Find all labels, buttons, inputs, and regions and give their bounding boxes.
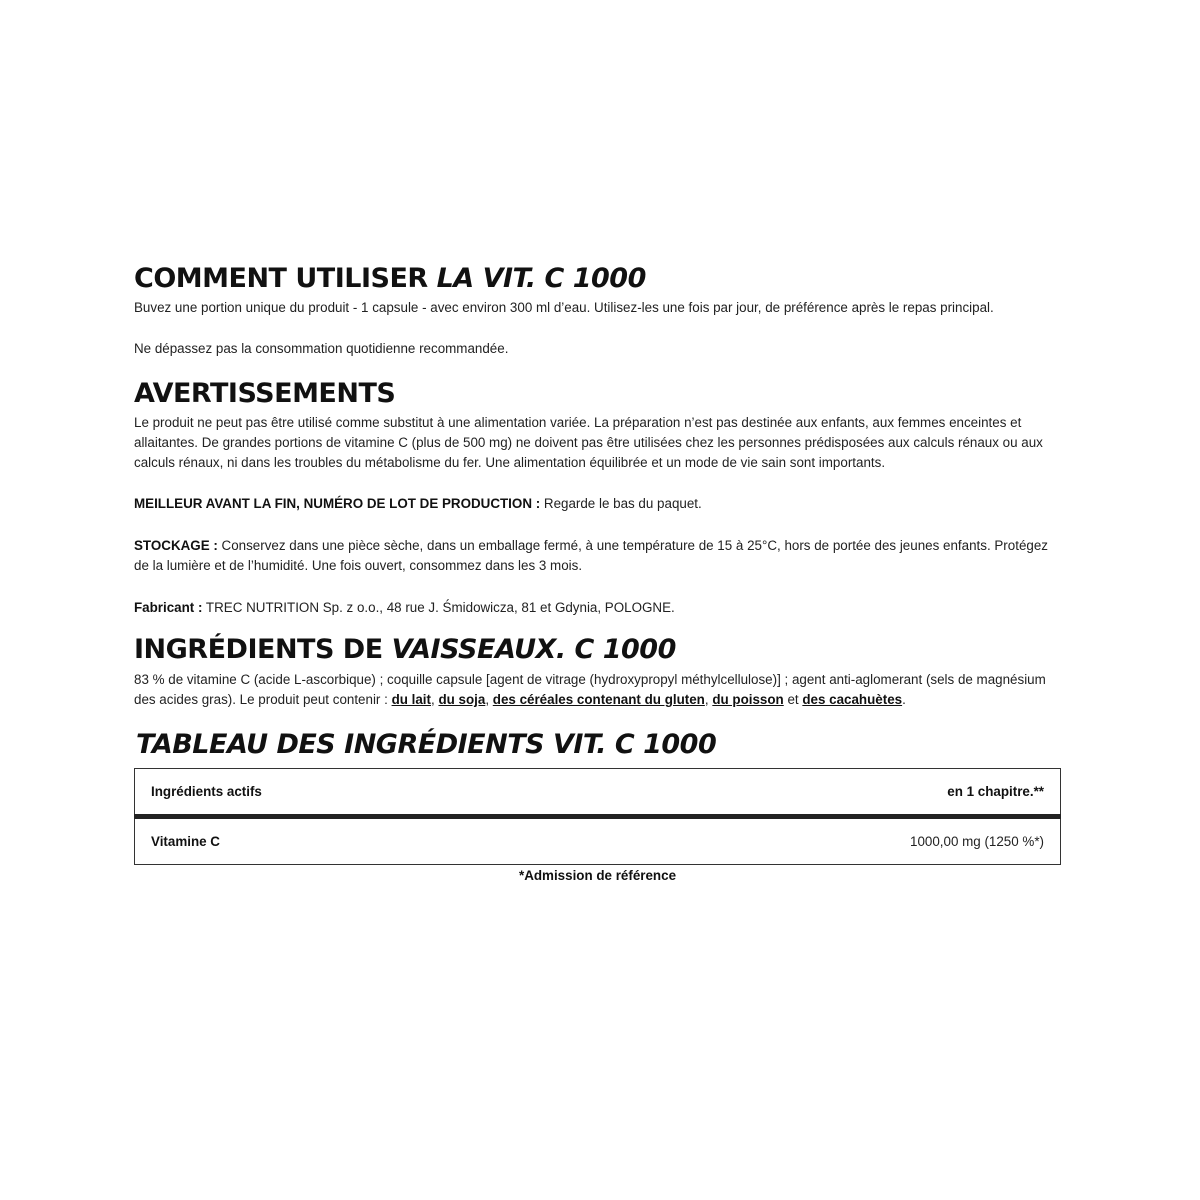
- allergen-link-soy[interactable]: du soja: [438, 692, 486, 707]
- ingredients-text: 83 % de vitamine C (acide L-ascorbique) ; coquille capsule [agent de vitrage (hydroxypropyl méthylcellulose)] ; agent anti-aglomerant (sels de magnésium des acides gras). Le produit peut contenir :: [134, 672, 1046, 707]
- usage-heading: [134, 262, 1064, 296]
- separator: ,: [431, 692, 439, 707]
- separator: ,: [485, 692, 493, 707]
- separator: et: [783, 692, 803, 707]
- allergen-link-milk[interactable]: du lait: [391, 692, 431, 707]
- manufacturer-text: TREC NUTRITION Sp. z o.o., 48 rue J. Śmidowicza, 81 et Gdynia, POLOGNE.: [202, 600, 675, 615]
- usage-dose-warning: Ne dépassez pas la consommation quotidienne recommandée.: [134, 341, 509, 356]
- warnings-heading: AVERTISSEMENTS: [134, 378, 396, 409]
- ingredients-table: [134, 768, 1061, 865]
- ingredient-name: Vitamine C: [151, 834, 220, 849]
- ingredients-heading-plain: INGRÉDIENTS DE: [134, 634, 392, 665]
- header-active-ingredients: Ingrédients actifs: [135, 769, 563, 817]
- product-info: [134, 262, 1064, 886]
- ingredients-paragraph: [134, 670, 1064, 710]
- sentence-end: .: [902, 692, 906, 707]
- table-row: [135, 817, 1061, 865]
- manufacturer-label: Fabricant :: [134, 600, 203, 615]
- header-per-serving: en 1 chapitre.**: [563, 769, 1061, 817]
- usage-paragraph: Buvez une portion unique du produit - 1 capsule - avec environ 300 ml d’eau. Utilisez-les une fois par jour, de préférence après le repas principal.: [134, 300, 994, 315]
- storage-label: STOCKAGE :: [134, 538, 218, 553]
- best-before-label: MEILLEUR AVANT LA FIN, NUMÉRO DE LOT DE PRODUCTION :: [134, 496, 541, 511]
- allergen-link-peanuts[interactable]: des cacahuètes: [802, 692, 903, 707]
- ingredients-heading-product: VAISSEAUX. C 1000: [391, 634, 676, 665]
- warnings-paragraph: Le produit ne peut pas être utilisé comme substitut à une alimentation variée. La préparation n’est pas destinée aux enfants, aux femmes enceintes et allaitantes. De grandes portions de vitamine C (plus de 500 mg) ne doivent pas être utilisées chez les personnes prédisposées aux calculs rénaux ou aux calculs rénaux, ni dans les troubles du métabolisme du fer. Une alimentation équilibrée et un mode de vie sain sont importants.: [134, 415, 1043, 470]
- usage-heading-product: LA VIT. C 1000: [436, 263, 646, 294]
- usage-heading-plain: COMMENT UTILISER: [134, 263, 437, 294]
- best-before-line: [134, 494, 1064, 514]
- storage-line: [134, 536, 1064, 576]
- ingredient-amount: 1000,00 mg (1250 %*): [910, 834, 1044, 849]
- manufacturer-line: [134, 598, 1064, 618]
- table-header-row: [135, 769, 1061, 817]
- table-footnote: *Admission de référence: [518, 868, 677, 883]
- separator: ,: [704, 692, 713, 707]
- allergen-link-fish[interactable]: du poisson: [712, 692, 784, 707]
- best-before-text: Regarde le bas du paquet.: [540, 496, 702, 511]
- storage-text: Conservez dans une pièce sèche, dans un emballage fermé, à une température de 15 à 25°C, hors de portée des jeunes enfants. Protégez de la lumière et de l’humidité. Une fois ouvert, consommez dans les 3 mois.: [134, 538, 1048, 573]
- allergen-link-gluten[interactable]: des céréales contenant du gluten: [492, 692, 705, 707]
- ingredients-heading: [134, 633, 1064, 667]
- table-heading: TABLEAU DES INGRÉDIENTS VIT. C 1000: [136, 729, 717, 760]
